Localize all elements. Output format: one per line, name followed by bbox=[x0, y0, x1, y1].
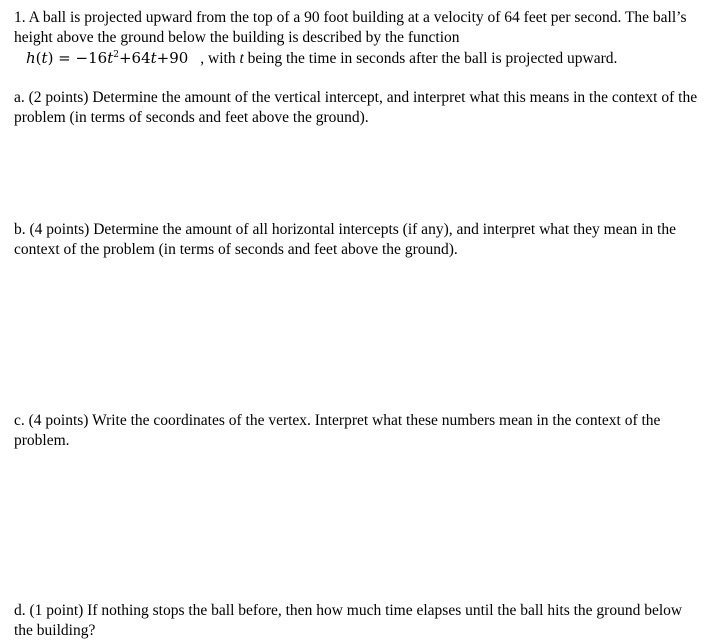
question-c: c. (4 points) Write the coordinates of the vertex. Interpret what these numbers mean in the context of the problem. bbox=[14, 412, 661, 449]
formula-coefficient-b: +64 bbox=[118, 49, 151, 67]
function-name: h bbox=[26, 49, 36, 67]
question-a: a. (2 points) Determine the amount of the vertical intercept, and interpret what this means in the context of the problem (in terms of seconds and feet above the ground). bbox=[14, 89, 698, 126]
formula-exponent: 2 bbox=[113, 50, 119, 60]
formula-trailing-text-suffix: being the time in seconds after the ball is projected upward. bbox=[243, 50, 618, 67]
height-function-line bbox=[14, 48, 704, 69]
problem-statement bbox=[14, 8, 704, 69]
formula-variable-2: t bbox=[150, 49, 157, 67]
problem-intro-text: 1. A ball is projected upward from the top of a 90 foot building at a velocity of 64 feet per second. The ball’s height above the ground below the building is described by the function bbox=[14, 9, 687, 46]
formula-trailing-variable: t bbox=[239, 50, 244, 67]
question-d: d. (1 point) If nothing stops the ball before, then how much time elapses until the ball hits the ground below the building? bbox=[14, 602, 683, 639]
height-function-formula: $h(t) = -16t^2+64t+90$ bbox=[26, 49, 189, 67]
formula-variable-1: t bbox=[107, 49, 114, 67]
formula-coefficient-a: −16 bbox=[75, 49, 108, 67]
formula-constant: +90 bbox=[156, 49, 189, 67]
question-b: b. (4 points) Determine the amount of all horizontal intercepts (if any), and interpret what they mean in the context of the problem (in terms of seconds and feet above the ground). bbox=[14, 221, 676, 258]
function-variable: t bbox=[41, 49, 48, 67]
formula-trailing-text-prefix: , with bbox=[200, 50, 240, 67]
